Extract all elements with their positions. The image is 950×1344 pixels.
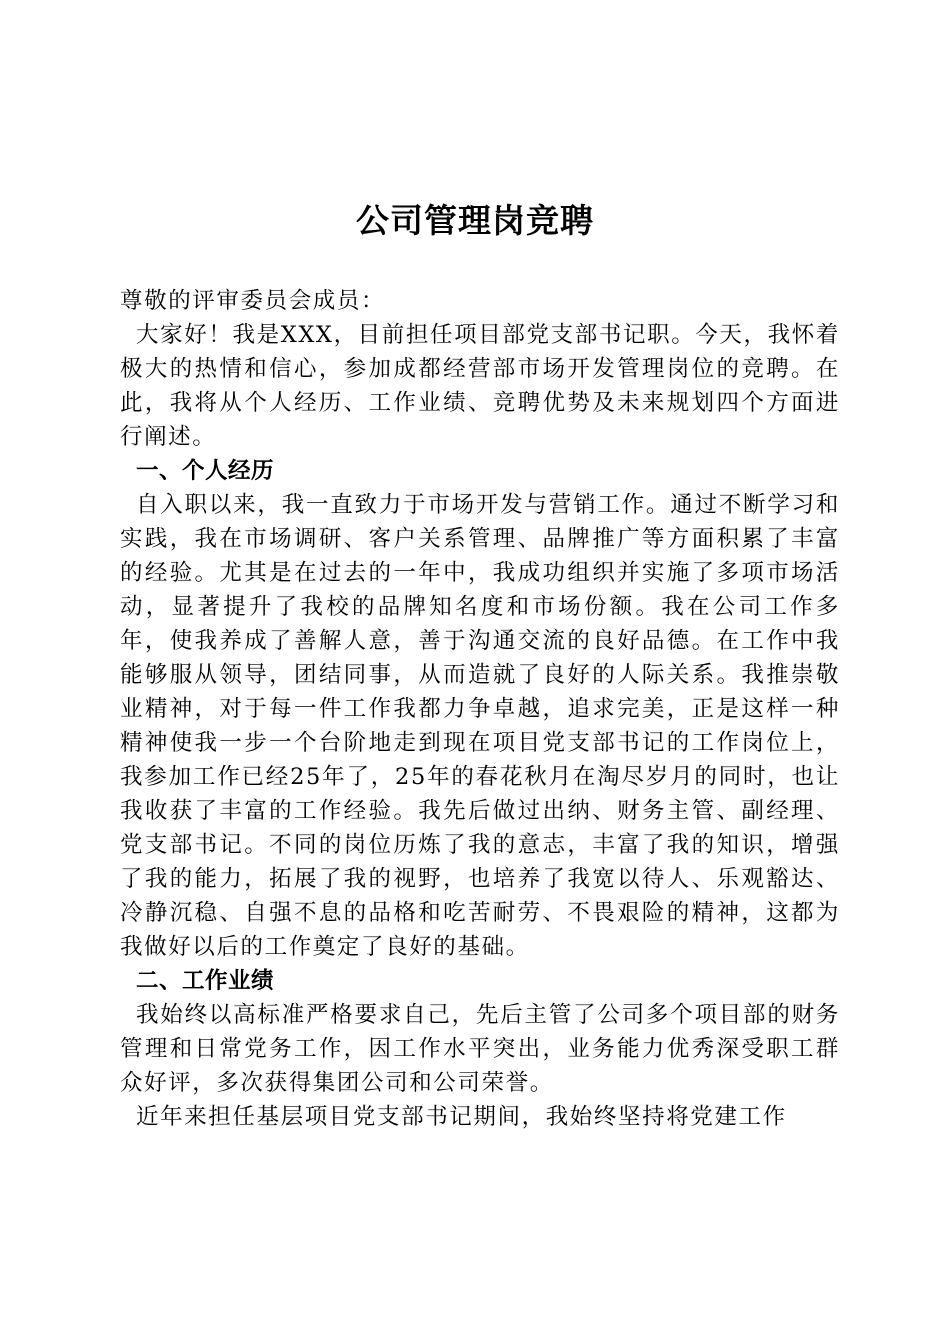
personal-experience-paragraph: 自入职以来，我一直致力于市场开发与营销工作。通过不断学习和实践，我在市场调研、客户关系管理、品牌推广等方面积累了丰富的经验。尤其是在过去的一年中，我成功组织并实施了多项市场活动，显著提升了我校的品牌知名度和市场份额。我在公司工作多年，使我养成了善解人意，善于沟通交流的良好品德。在工作中我能够服从领导，团结同事，从而造就了良好的人际关系。我推崇敬业精神，对于每一件工作我都力争卓越，追求完美，正是这样一种精神使我一步一个台阶地走到现在项目党支部书记的工作岗位上，我参加工作已经25年了，25年的春花秋月在淘尽岁月的同时，也让我收获了丰富的工作经验。我先后做过出纳、财务主管、副经理、党支部书记。不同的岗位历炼了我的意志，丰富了我的知识，增强了我的能力，拓展了我的视野，也培养了我宽以待人、乐观豁达、冷静沉稳、自强不息的品格和吃苦耐劳、不畏艰险的精神，这都为我做好以后的工作奠定了良好的基础。 [120, 492, 840, 960]
section-heading-work-achievements: 二、工作业绩 [136, 968, 275, 994]
intro-paragraph: 大家好！我是XXX，目前担任项目部党支部书记职。今天，我怀着极大的热情和信心，参加成都经营部市场开发管理岗位的竞聘。在此，我将从个人经历、工作业绩、竞聘优势及未来规划四个方面进行阐述。 [120, 322, 840, 450]
section-heading-personal-experience: 一、个人经历 [136, 458, 275, 484]
work-achievements-paragraph-continued: 近年来担任基层项目党支部书记期间，我始终坚持将党建工作 [136, 1104, 787, 1130]
salutation: 尊敬的评审委员会成员： [120, 288, 386, 314]
document-title: 公司管理岗竞聘 [356, 201, 594, 240]
work-achievements-paragraph: 我始终以高标准严格要求自己，先后主管了公司多个项目部的财务管理和日常党务工作，因工作水平突出，业务能力优秀深受职工群众好评，多次获得集团公司和公司荣誉。 [120, 1002, 840, 1096]
document-body [120, 284, 840, 1134]
